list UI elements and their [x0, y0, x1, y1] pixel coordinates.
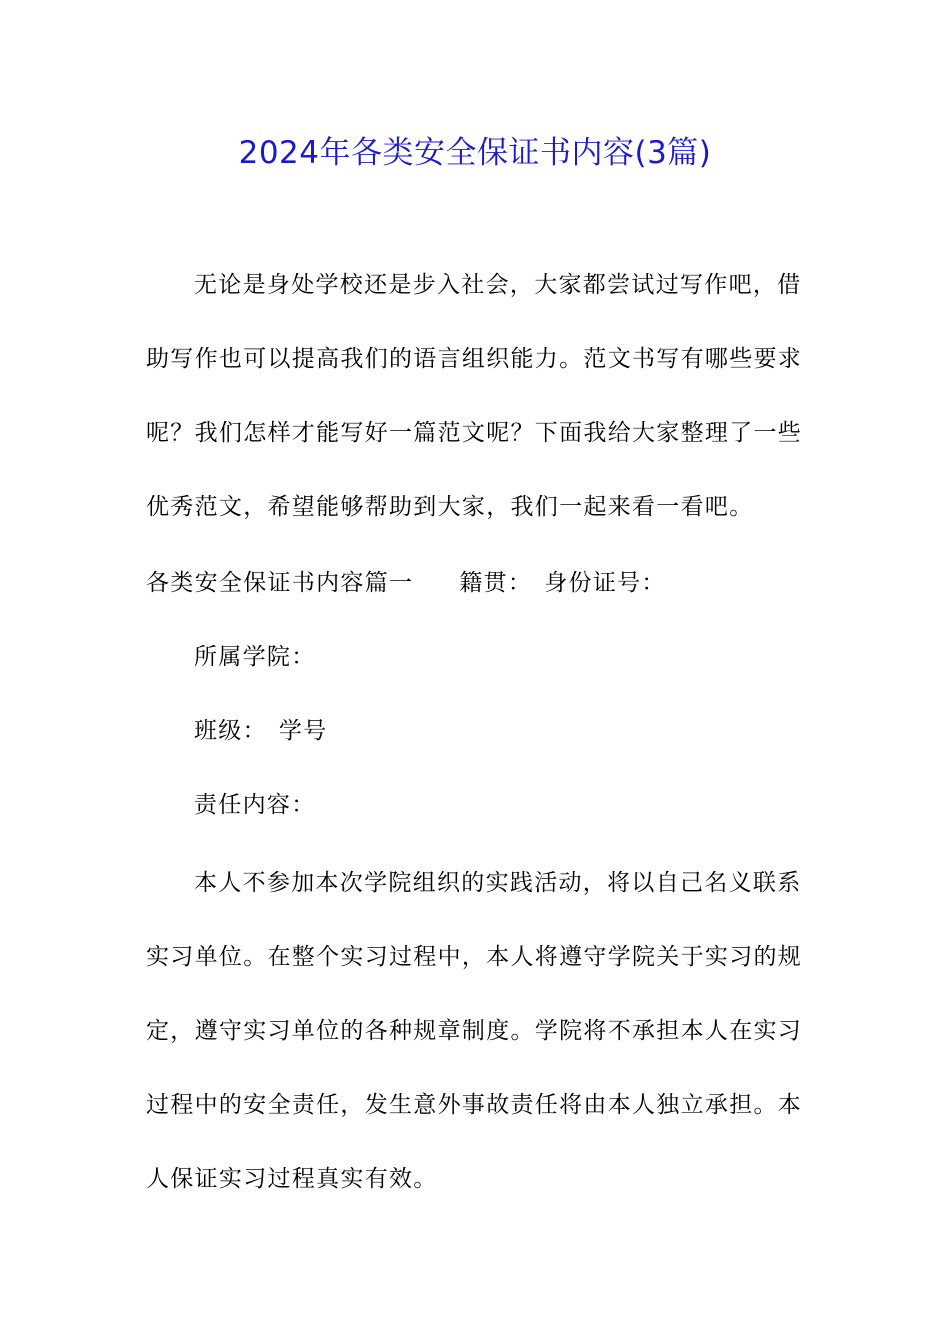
student-no-label: 学号	[278, 718, 328, 744]
body-line: 本人不参加本次学院组织的实践活动，将以自己名义联系	[194, 870, 802, 896]
native-place-label: 籍贯：	[459, 570, 533, 596]
responsibility-label: 责任内容：	[194, 792, 316, 818]
intro-paragraph	[146, 248, 806, 544]
id-number-label: 身份证号：	[544, 570, 666, 596]
document-title: 2024年各类安全保证书内容(3篇)	[238, 135, 712, 171]
responsibility-paragraph	[146, 846, 806, 1216]
intro-line: 助写作也可以提高我们的语言组织能力。范文书写有哪些要求	[146, 346, 803, 372]
body-line: 过程中的安全责任，发生意外事故责任将由本人独立承担。本	[146, 1092, 803, 1118]
body-line: 实习单位。在整个实习过程中，本人将遵守学院关于实习的规	[146, 944, 803, 970]
section-heading-row	[146, 546, 806, 620]
college-label: 所属学院：	[194, 644, 316, 670]
college-row	[146, 620, 854, 694]
section-heading: 各类安全保证书内容篇一	[146, 570, 414, 596]
class-label: 班级：	[194, 718, 267, 744]
responsibility-row	[146, 768, 854, 842]
intro-line: 无论是身处学校还是步入社会，大家都尝试过写作吧，借	[194, 272, 802, 298]
intro-line: 优秀范文，希望能够帮助到大家，我们一起来看一看吧。	[146, 494, 754, 520]
body-line: 人保证实习过程真实有效。	[146, 1166, 438, 1192]
class-row	[146, 694, 854, 768]
body-line: 定，遵守实习单位的各种规章制度。学院将不承担本人在实习	[146, 1018, 803, 1044]
intro-line: 呢？我们怎样才能写好一篇范文呢？下面我给大家整理了一些	[146, 420, 803, 446]
